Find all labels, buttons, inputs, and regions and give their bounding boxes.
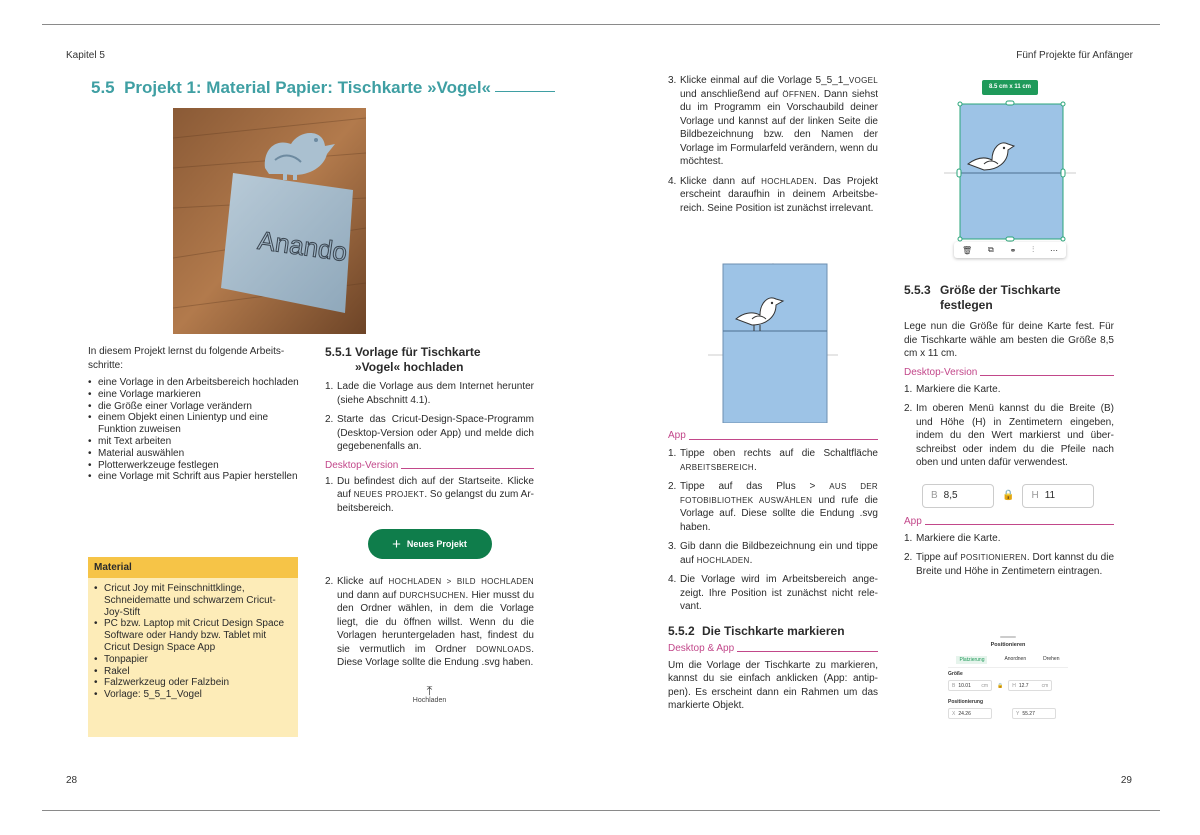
- list-item: • einem Objekt einen Linientyp und eine Funktion zuweisen: [88, 412, 300, 436]
- top-rule: [42, 24, 1160, 25]
- card-text: Anando: [256, 224, 350, 268]
- panel-title: Positionieren: [990, 642, 1026, 648]
- material-title: Material: [88, 557, 298, 578]
- list-item: • Vorlage: 5_5_1_Vogel: [94, 689, 290, 701]
- workspace-preview: [708, 263, 838, 423]
- panel-tabs: [948, 656, 1068, 668]
- right-column-2: [904, 283, 1114, 578]
- panel-height-field[interactable]: H 12.7 cm: [1008, 680, 1052, 691]
- bottom-rule: [42, 810, 1160, 811]
- panel-x-field[interactable]: X 24.26: [948, 708, 992, 719]
- subhead-app: App: [668, 430, 878, 441]
- section-551: [325, 345, 534, 704]
- upload-arrow-icon: ⤒: [426, 682, 433, 698]
- list-item: • eine Vorlage markieren: [88, 389, 300, 401]
- panel-y-field[interactable]: Y 55.27: [1012, 708, 1056, 719]
- list-item: 4. Die Vorlage wird im Arbeitsbereich angezeigt. Ihre Position ist zunächst nicht relevant.: [668, 574, 878, 612]
- section-title-text: Projekt 1: Material Papier: Tischkarte »Vogel«: [124, 78, 492, 97]
- running-header-left: Kapitel 5: [66, 50, 105, 61]
- material-box: [88, 557, 298, 737]
- lock-icon[interactable]: 🔒: [1002, 490, 1015, 501]
- intro-list: [88, 377, 300, 483]
- upload-control[interactable]: [325, 684, 534, 704]
- list-item: 2. Klicke auf HOCHLADEN > BILD HOCHLADEN und dann auf DURCHSUCHEN. Hier musst du den Ordner wählen, in dem die Vorlage liegt, die du öffnen willst. Wenn du die Vorlagen heruntergeladen hast, findest du sie vermutlich im Ordner DOWNLOADS. Diese Vorlage sollte die Endung .svg haben.: [325, 576, 534, 668]
- list-item: • Cricut Joy mit Feinschnittklinge, Schneidematte und schwarzem Cricut-Joy-Stift: [94, 583, 290, 618]
- list-item: 2. Im oberen Menü kannst du die Breite (B) und Höhe (H) in Zentimetern eingeben, indem du den Wert markierst und überschreibst oder indem du die Pfeile nach oben und unten dafür verwendest.: [904, 403, 1114, 468]
- intro-text: In diesem Projekt lernst du folgende Arbeitsschritte:: [88, 346, 285, 371]
- list-item: 1. Markiere die Karte.: [904, 532, 1001, 544]
- list-item: • die Größe einer Vorlage verändern: [88, 401, 300, 413]
- link-icon[interactable]: ⚭: [1009, 245, 1017, 255]
- subhead-desktop-app: Desktop & App: [668, 643, 878, 654]
- list-item: 2. Tippe auf POSITIONIEREN. Dort kannst du die Breite und Höhe in Zentimetern eintragen.: [904, 552, 1115, 577]
- material-list: [88, 578, 298, 701]
- plus-icon: +: [392, 535, 401, 553]
- list-item: • Falzwerkzeug oder Falzbein: [94, 677, 290, 689]
- panel-width-field[interactable]: B 10.01 cm: [948, 680, 992, 691]
- section-552-text: Um die Vorlage der Tischkarte zu markieren, kannst du sie einfach anklicken (App: antippen). Es erscheint dann ein Rahmen um das markierte Objekt.: [668, 659, 878, 711]
- panel-lock-icon[interactable]: 🔒: [997, 682, 1004, 689]
- width-field[interactable]: B 8,5: [922, 484, 994, 508]
- list-item: • Tonpapier: [94, 654, 290, 666]
- object-toolbar[interactable]: [954, 242, 1066, 258]
- size-fields: [922, 484, 1114, 508]
- upload-label: Hochladen: [412, 696, 447, 704]
- tab-rotate[interactable]: Drehen: [1043, 656, 1060, 662]
- list-item: 1. Tippe oben rechts auf die Schaltfläche ARBEITSBEREICH.: [668, 448, 878, 473]
- intro-block: [88, 345, 300, 483]
- running-header-right: Fünf Projekte für Anfänger: [1016, 50, 1133, 61]
- section-title: [91, 78, 555, 98]
- new-project-button[interactable]: [368, 529, 492, 559]
- list-item: 4. Klicke dann auf HOCHLADEN. Das Projekt erscheint daraufhin in deinem Arbeitsbereich. Seine Position ist zunächst irrelevant.: [668, 175, 878, 214]
- panel-size-label: Größe: [948, 671, 963, 677]
- page-number-right: 29: [1120, 775, 1132, 786]
- positioning-panel: [948, 636, 1068, 740]
- duplicate-icon[interactable]: ⧉: [987, 245, 994, 254]
- section-553-text: Lege nun die Größe für deine Karte fest. Für die Tischkarte wähle am besten die Größe 8,5 cm x 11 cm.: [904, 321, 1114, 359]
- section-552-heading: 5.5.2 Die Tischkarte markieren: [668, 623, 845, 638]
- subhead-app-2: App: [904, 516, 1114, 527]
- tab-placement[interactable]: Platzierung: [956, 656, 987, 664]
- align-icon[interactable]: ⫶: [1032, 245, 1035, 254]
- selected-card-preview: [944, 80, 1076, 260]
- tab-arrange[interactable]: Anordnen: [1004, 656, 1027, 662]
- list-item: • PC bzw. Laptop mit Cricut Design Space Software oder Handy bzw. Tablet mit Cricut Design Space App: [94, 618, 290, 653]
- subhead-desktop: Desktop-Version: [325, 460, 534, 471]
- list-item: 1. Markiere die Karte.: [904, 383, 1001, 395]
- section-title-number: 5.5: [91, 78, 115, 97]
- list-item: • eine Vorlage in den Arbeitsbereich hochladen: [88, 377, 300, 389]
- list-item: 3. Klicke einmal auf die Vorlage 5_5_1_VOGEL und anschließend auf ÖFFNEN. Dann siehst du im Programm ein Vorschaubild deiner Vorlage und kannst auf der linken Seite die Bildbezeichnung bzw. den Namen der Vorlage im Formularfeld verändern, wenn du möchtest.: [668, 75, 878, 167]
- list-item: • eine Vorlage mit Schrift aus Papier herstellen: [88, 471, 300, 483]
- list-item: 2. Starte das Cricut-Design-Space-Programm (Desktop-Version oder App) und melde dich gegebenenfalls an.: [325, 414, 534, 452]
- list-item: 1. Du befindest dich auf der Startseite. Klicke auf NEUES PROJEKT. So gelangst du zum Arbeitsbereich.: [325, 475, 534, 514]
- section-551-heading: [325, 345, 534, 375]
- drag-handle[interactable]: [1000, 636, 1016, 638]
- place-card-photo: [173, 108, 366, 334]
- page-number-left: 28: [66, 775, 78, 786]
- list-item: 3. Gib dann die Bildbezeichnung ein und tippe auf HOCHLADEN.: [668, 541, 878, 566]
- section-551-title: Vorlage für Tischkarte »Vogel« hochladen: [355, 345, 481, 374]
- list-item: • Rakel: [94, 666, 290, 678]
- right-column-1-app: [668, 430, 878, 713]
- list-item: 1. Lade die Vorlage aus dem Internet herunter (siehe Abschnitt 4.1).: [325, 381, 534, 406]
- panel-position-label: Positionierung: [948, 699, 983, 705]
- new-project-label: Neues Projekt: [406, 539, 467, 549]
- section-551-number: 5.5.1: [325, 345, 352, 359]
- delete-icon[interactable]: 🗑: [961, 245, 973, 255]
- section-553-heading: 5.5.3 Größe der Tischkarte festlegen: [904, 283, 1061, 312]
- right-column-1: [668, 74, 878, 215]
- list-item: • mit Text arbeiten: [88, 436, 300, 448]
- list-item: 2. Tippe auf das Plus > AUS DER FOTOBIBLIOTHEK AUSWÄHLEN und rufe die Vorlage auf. Diese sollte die Endung .svg haben.: [668, 481, 878, 533]
- list-item: • Plotterwerkzeuge festlegen: [88, 460, 300, 472]
- subhead-desktop-2: Desktop-Version: [904, 367, 1114, 378]
- more-icon[interactable]: ⋯: [1050, 245, 1059, 255]
- list-item: • Material auswählen: [88, 448, 300, 460]
- size-badge: 8.5 cm x 11 cm: [982, 80, 1038, 95]
- height-field[interactable]: H 11: [1022, 484, 1094, 508]
